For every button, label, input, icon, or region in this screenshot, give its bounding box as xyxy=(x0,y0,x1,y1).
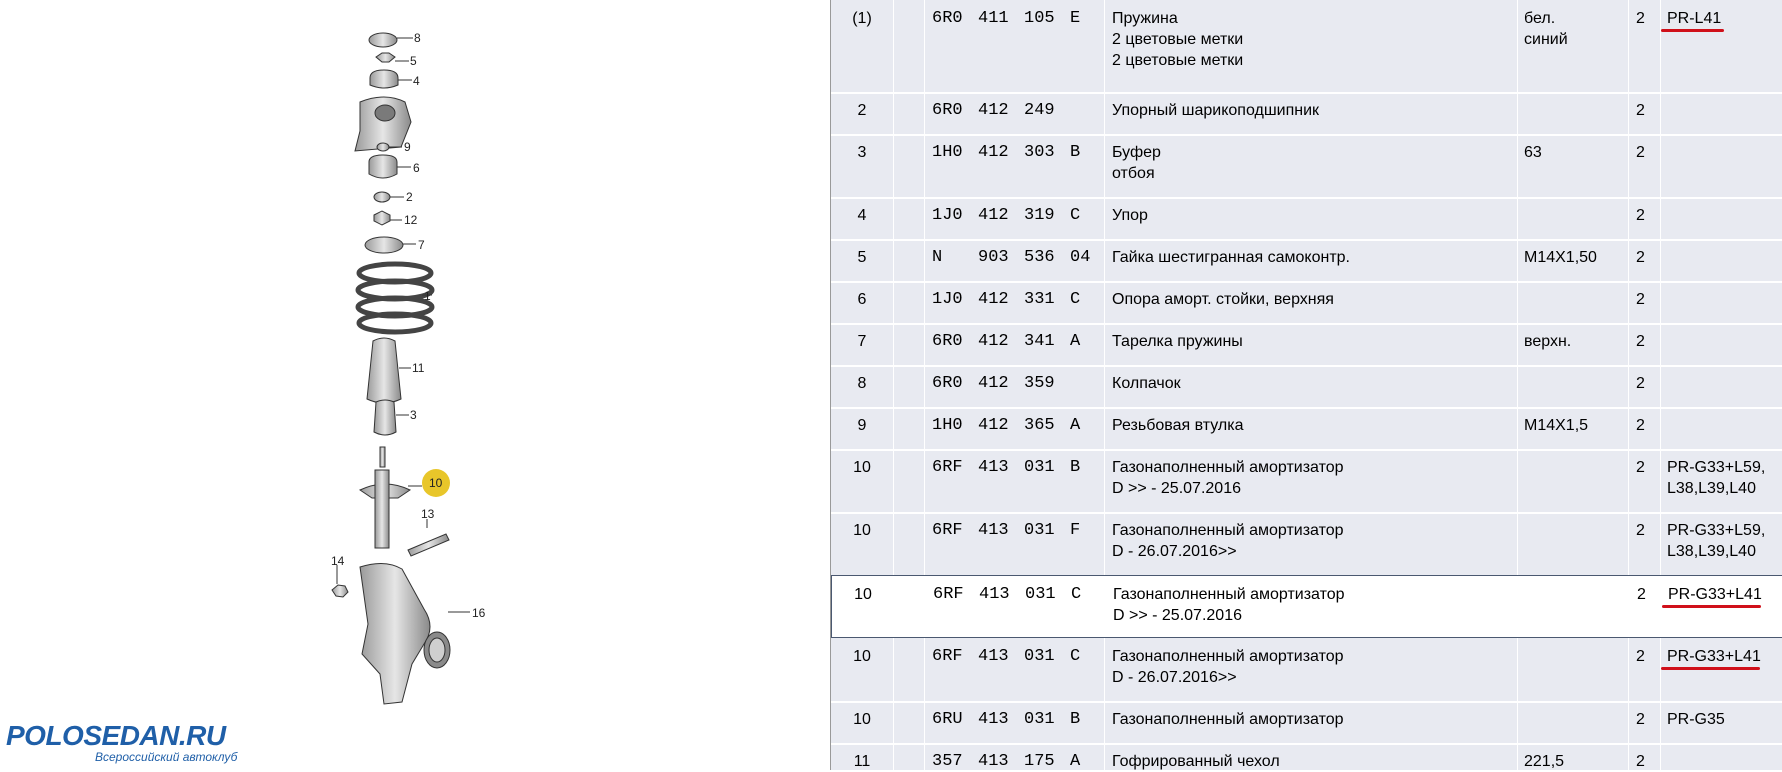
part-number-segment: 6RF xyxy=(932,647,963,666)
part-number-segment: 365 xyxy=(1024,416,1055,435)
part-number-segment: 903 xyxy=(978,248,1009,267)
part-number-segment: B xyxy=(1070,143,1081,162)
remark-line: синий xyxy=(1524,31,1568,48)
red-underline xyxy=(1662,605,1761,608)
table-row[interactable] xyxy=(831,134,1782,199)
part-number xyxy=(932,331,1100,352)
model-line: PR-G35 xyxy=(1667,711,1725,728)
part-number-segment: 1J0 xyxy=(932,206,963,225)
part-number-segment: 357 xyxy=(932,752,963,771)
description-line: Упор xyxy=(1112,207,1148,224)
table-row[interactable] xyxy=(831,449,1782,514)
part-number xyxy=(932,373,1100,394)
callout-4[interactable]: 4 xyxy=(413,74,420,88)
description-cell xyxy=(1112,751,1280,772)
callout-11[interactable]: 11 xyxy=(412,361,425,375)
part-number-segment: 413 xyxy=(978,521,1009,540)
callout-6[interactable]: 6 xyxy=(413,161,420,175)
description-cell xyxy=(1112,331,1243,352)
quantity-cell: 2 xyxy=(1636,711,1645,728)
position-cell: 10 xyxy=(854,586,872,603)
part-number-segment: 413 xyxy=(978,458,1009,477)
part-number-segment: 6RU xyxy=(932,710,963,729)
callout-10[interactable]: 10 xyxy=(429,476,443,490)
part-number-segment: B xyxy=(1070,458,1081,477)
description-cell xyxy=(1112,520,1344,562)
part-number-segment: 413 xyxy=(978,752,1009,771)
quantity-cell: 2 xyxy=(1636,753,1645,770)
description-line: D - 26.07.2016>> xyxy=(1112,669,1237,686)
part-number xyxy=(932,205,1100,226)
position-cell: 11 xyxy=(853,753,871,770)
description-cell xyxy=(1113,584,1345,626)
quantity-cell: 2 xyxy=(1636,291,1645,308)
part-number-segment: 6RF xyxy=(932,458,963,477)
callout-1[interactable]: 1 xyxy=(424,289,431,303)
table-row[interactable] xyxy=(831,281,1782,325)
table-row[interactable] xyxy=(831,323,1782,367)
description-line: D >> - 25.07.2016 xyxy=(1112,480,1241,497)
description-line: 2 цветовые метки xyxy=(1112,31,1244,48)
part-number-segment: 412 xyxy=(978,206,1009,225)
description-line: D - 26.07.2016>> xyxy=(1112,543,1237,560)
part-number-segment: N xyxy=(932,248,943,267)
remark-line: 221,5 xyxy=(1524,753,1565,770)
description-cell xyxy=(1112,247,1350,268)
part-number-segment: 319 xyxy=(1024,206,1055,225)
quantity-cell: 2 xyxy=(1636,102,1645,119)
model-line: PR-L41 xyxy=(1667,10,1722,27)
model-cell xyxy=(1667,520,1765,562)
description-line: D >> - 25.07.2016 xyxy=(1113,607,1242,624)
model-cell xyxy=(1667,709,1725,730)
position-cell: 10 xyxy=(853,459,871,476)
part-stop xyxy=(370,70,398,88)
part-number-segment: 6R0 xyxy=(932,9,963,28)
part-washer xyxy=(374,211,390,225)
part-number-segment: 412 xyxy=(978,143,1009,162)
description-cell xyxy=(1112,457,1344,499)
part-number xyxy=(932,415,1100,436)
table-row[interactable] xyxy=(831,197,1782,241)
part-bolt xyxy=(408,534,449,556)
part-number-segment: 6RF xyxy=(933,585,964,604)
position-cell: 2 xyxy=(857,102,867,119)
table-row[interactable] xyxy=(831,0,1782,94)
model-cell xyxy=(1668,584,1762,605)
part-side-nut xyxy=(332,585,348,597)
position-cell: 3 xyxy=(857,144,867,161)
description-line: Газонаполненный амортизатор xyxy=(1112,711,1344,728)
position-cell: 9 xyxy=(857,417,867,434)
part-number xyxy=(932,457,1100,478)
part-bearing xyxy=(374,192,390,202)
callout-2[interactable]: 2 xyxy=(406,190,413,204)
part-number-segment: 6R0 xyxy=(932,101,963,120)
remark-cell xyxy=(1524,751,1564,772)
remark-cell xyxy=(1524,247,1597,268)
description-line: 2 цветовые метки xyxy=(1112,52,1244,69)
part-number-segment: C xyxy=(1070,206,1081,225)
description-cell xyxy=(1112,205,1148,226)
description-line: Колпачок xyxy=(1112,375,1181,392)
part-number-segment: A xyxy=(1070,416,1081,435)
part-number-segment: 1H0 xyxy=(932,143,963,162)
description-cell xyxy=(1112,646,1344,688)
description-line: Упорный шарикоподшипник xyxy=(1112,102,1320,119)
quantity-cell: 2 xyxy=(1636,10,1645,27)
remark-cell xyxy=(1524,8,1568,50)
part-number-segment: 413 xyxy=(979,585,1010,604)
quantity-cell: 2 xyxy=(1637,586,1646,603)
part-shock-rod xyxy=(380,447,385,467)
position-cell: 5 xyxy=(857,249,867,266)
part-number-segment: 175 xyxy=(1024,752,1055,771)
part-number-segment: 031 xyxy=(1024,647,1055,666)
part-number-segment: 331 xyxy=(1024,290,1055,309)
remark-cell xyxy=(1524,415,1588,436)
position-cell: 4 xyxy=(857,207,867,224)
position-cell: (1) xyxy=(852,10,872,27)
red-underline xyxy=(1661,29,1724,32)
callout-16[interactable]: 16 xyxy=(472,606,486,620)
part-number xyxy=(932,8,1100,29)
part-number-segment: C xyxy=(1070,290,1081,309)
part-number-segment: 412 xyxy=(978,290,1009,309)
red-underline xyxy=(1661,667,1760,670)
description-line: Газонаполненный амортизатор xyxy=(1113,586,1345,603)
description-cell xyxy=(1112,8,1243,71)
callout-9[interactable]: 9 xyxy=(404,140,411,154)
part-number xyxy=(932,100,1100,121)
description-line: Газонаполненный амортизатор xyxy=(1112,522,1344,539)
part-number-segment: 413 xyxy=(978,647,1009,666)
table-row[interactable] xyxy=(831,92,1782,136)
model-cell xyxy=(1667,646,1761,667)
position-cell: 10 xyxy=(853,648,871,665)
callout-14[interactable]: 14 xyxy=(331,554,345,568)
part-number-segment: 412 xyxy=(978,374,1009,393)
position-cell: 7 xyxy=(857,333,867,350)
part-number-segment: 413 xyxy=(978,710,1009,729)
part-number-segment: 031 xyxy=(1024,710,1055,729)
part-number-segment: 536 xyxy=(1024,248,1055,267)
part-number-segment: 1J0 xyxy=(932,290,963,309)
model-line: PR-G33+L59, xyxy=(1667,459,1766,476)
position-cell: 8 xyxy=(857,375,867,392)
table-row[interactable] xyxy=(831,239,1782,283)
exploded-diagram xyxy=(0,0,830,770)
quantity-cell: 2 xyxy=(1636,207,1645,224)
part-number xyxy=(932,247,1100,268)
description-cell xyxy=(1112,709,1344,730)
table-row[interactable] xyxy=(831,638,1782,703)
description-line: Тарелка пружины xyxy=(1112,333,1243,350)
part-number-segment: 04 xyxy=(1070,248,1091,267)
model-line: PR-G33+L41 xyxy=(1667,648,1761,665)
callout-5[interactable]: 5 xyxy=(410,54,417,68)
table-row[interactable] xyxy=(831,365,1782,409)
remark-line: бел. xyxy=(1524,10,1556,27)
quantity-cell: 2 xyxy=(1636,144,1645,161)
part-spring-seat xyxy=(365,237,403,253)
position-cell: 10 xyxy=(853,711,871,728)
table-row-selected[interactable] xyxy=(831,575,1782,638)
callout-7[interactable]: 7 xyxy=(418,238,425,252)
description-line: Буфер xyxy=(1112,144,1161,161)
part-number-segment: 341 xyxy=(1024,332,1055,351)
remark-line: 63 xyxy=(1524,144,1542,161)
part-number-segment: 031 xyxy=(1025,585,1056,604)
description-cell xyxy=(1112,142,1161,184)
part-number xyxy=(932,751,1100,772)
description-line: Гайка шестигранная самоконтр. xyxy=(1112,249,1350,266)
model-cell xyxy=(1667,8,1721,29)
part-number-segment: 6R0 xyxy=(932,332,963,351)
site-tagline: Всероссийский автоклуб xyxy=(95,750,238,764)
callout-13[interactable]: 13 xyxy=(421,507,435,521)
part-number-segment: A xyxy=(1070,332,1081,351)
remark-line: верхн. xyxy=(1524,333,1572,350)
part-number-segment: 359 xyxy=(1024,374,1055,393)
model-line: L38,L39,L40 xyxy=(1667,480,1756,497)
part-number-segment: 1H0 xyxy=(932,416,963,435)
part-number xyxy=(932,709,1100,730)
quantity-cell: 2 xyxy=(1636,375,1645,392)
part-boot xyxy=(367,338,401,403)
quantity-cell: 2 xyxy=(1636,459,1645,476)
part-number-segment: E xyxy=(1070,9,1081,28)
parts-table xyxy=(830,0,1782,770)
description-cell xyxy=(1112,373,1181,394)
part-number-segment: C xyxy=(1070,647,1081,666)
part-number xyxy=(932,289,1100,310)
description-line: Гофрированный чехол xyxy=(1112,753,1280,770)
table-row[interactable] xyxy=(831,512,1782,577)
description-line: Пружина xyxy=(1112,10,1178,27)
model-cell xyxy=(1667,457,1765,499)
description-cell xyxy=(1112,415,1243,436)
quantity-cell: 2 xyxy=(1636,333,1645,350)
part-number-segment: 303 xyxy=(1024,143,1055,162)
part-number-segment: 412 xyxy=(978,332,1009,351)
model-line: PR-G33+L41 xyxy=(1668,586,1762,603)
model-line: L38,L39,L40 xyxy=(1667,543,1756,560)
part-spring xyxy=(358,264,432,332)
part-number-segment: 105 xyxy=(1024,9,1055,28)
description-line: Газонаполненный амортизатор xyxy=(1112,459,1344,476)
description-line: Резьбовая втулка xyxy=(1112,417,1244,434)
table-row[interactable] xyxy=(831,407,1782,451)
remark-line: M14X1,5 xyxy=(1524,417,1589,434)
description-line: отбоя xyxy=(1112,165,1155,182)
part-knuckle xyxy=(360,563,430,704)
position-cell: 10 xyxy=(853,522,871,539)
quantity-cell: 2 xyxy=(1636,648,1645,665)
remark-line: M14X1,50 xyxy=(1524,249,1597,266)
part-number-segment: 412 xyxy=(978,101,1009,120)
remark-cell xyxy=(1524,142,1542,163)
part-number xyxy=(932,646,1100,667)
part-number-segment: 031 xyxy=(1024,521,1055,540)
part-number-segment: 249 xyxy=(1024,101,1055,120)
quantity-cell: 2 xyxy=(1636,417,1645,434)
part-number-segment: F xyxy=(1070,521,1081,540)
part-number-segment: A xyxy=(1070,752,1081,771)
callout-12[interactable]: 12 xyxy=(404,213,418,227)
part-number-segment: 6RF xyxy=(932,521,963,540)
part-cap xyxy=(369,33,397,47)
table-row[interactable] xyxy=(831,701,1782,745)
site-logo[interactable]: POLOSEDAN.RU xyxy=(6,720,226,751)
part-number xyxy=(932,520,1100,541)
position-cell: 6 xyxy=(857,291,867,308)
part-number-segment: 412 xyxy=(978,416,1009,435)
part-number-segment: 031 xyxy=(1024,458,1055,477)
part-number-segment: B xyxy=(1070,710,1081,729)
part-number-segment: 411 xyxy=(978,9,1009,28)
callout-3[interactable]: 3 xyxy=(410,408,417,422)
description-line: Опора аморт. стойки, верхняя xyxy=(1112,291,1334,308)
part-bushing xyxy=(377,143,389,151)
description-line: Газонаполненный амортизатор xyxy=(1112,648,1344,665)
description-cell xyxy=(1112,100,1319,121)
strut-diagram-svg xyxy=(0,0,830,770)
model-line: PR-G33+L59, xyxy=(1667,522,1766,539)
quantity-cell: 2 xyxy=(1636,249,1645,266)
part-nut xyxy=(376,53,395,62)
callout-8[interactable]: 8 xyxy=(414,31,421,45)
part-number xyxy=(932,142,1100,163)
description-cell xyxy=(1112,289,1334,310)
remark-cell xyxy=(1524,331,1571,352)
part-number-segment: 6R0 xyxy=(932,374,963,393)
table-row[interactable] xyxy=(831,743,1782,772)
part-number-segment: C xyxy=(1071,585,1082,604)
part-number xyxy=(933,584,1101,605)
part-bump-stop xyxy=(374,400,396,435)
part-shock-body xyxy=(375,470,389,548)
quantity-cell: 2 xyxy=(1636,522,1645,539)
part-upper-mount xyxy=(369,155,397,178)
